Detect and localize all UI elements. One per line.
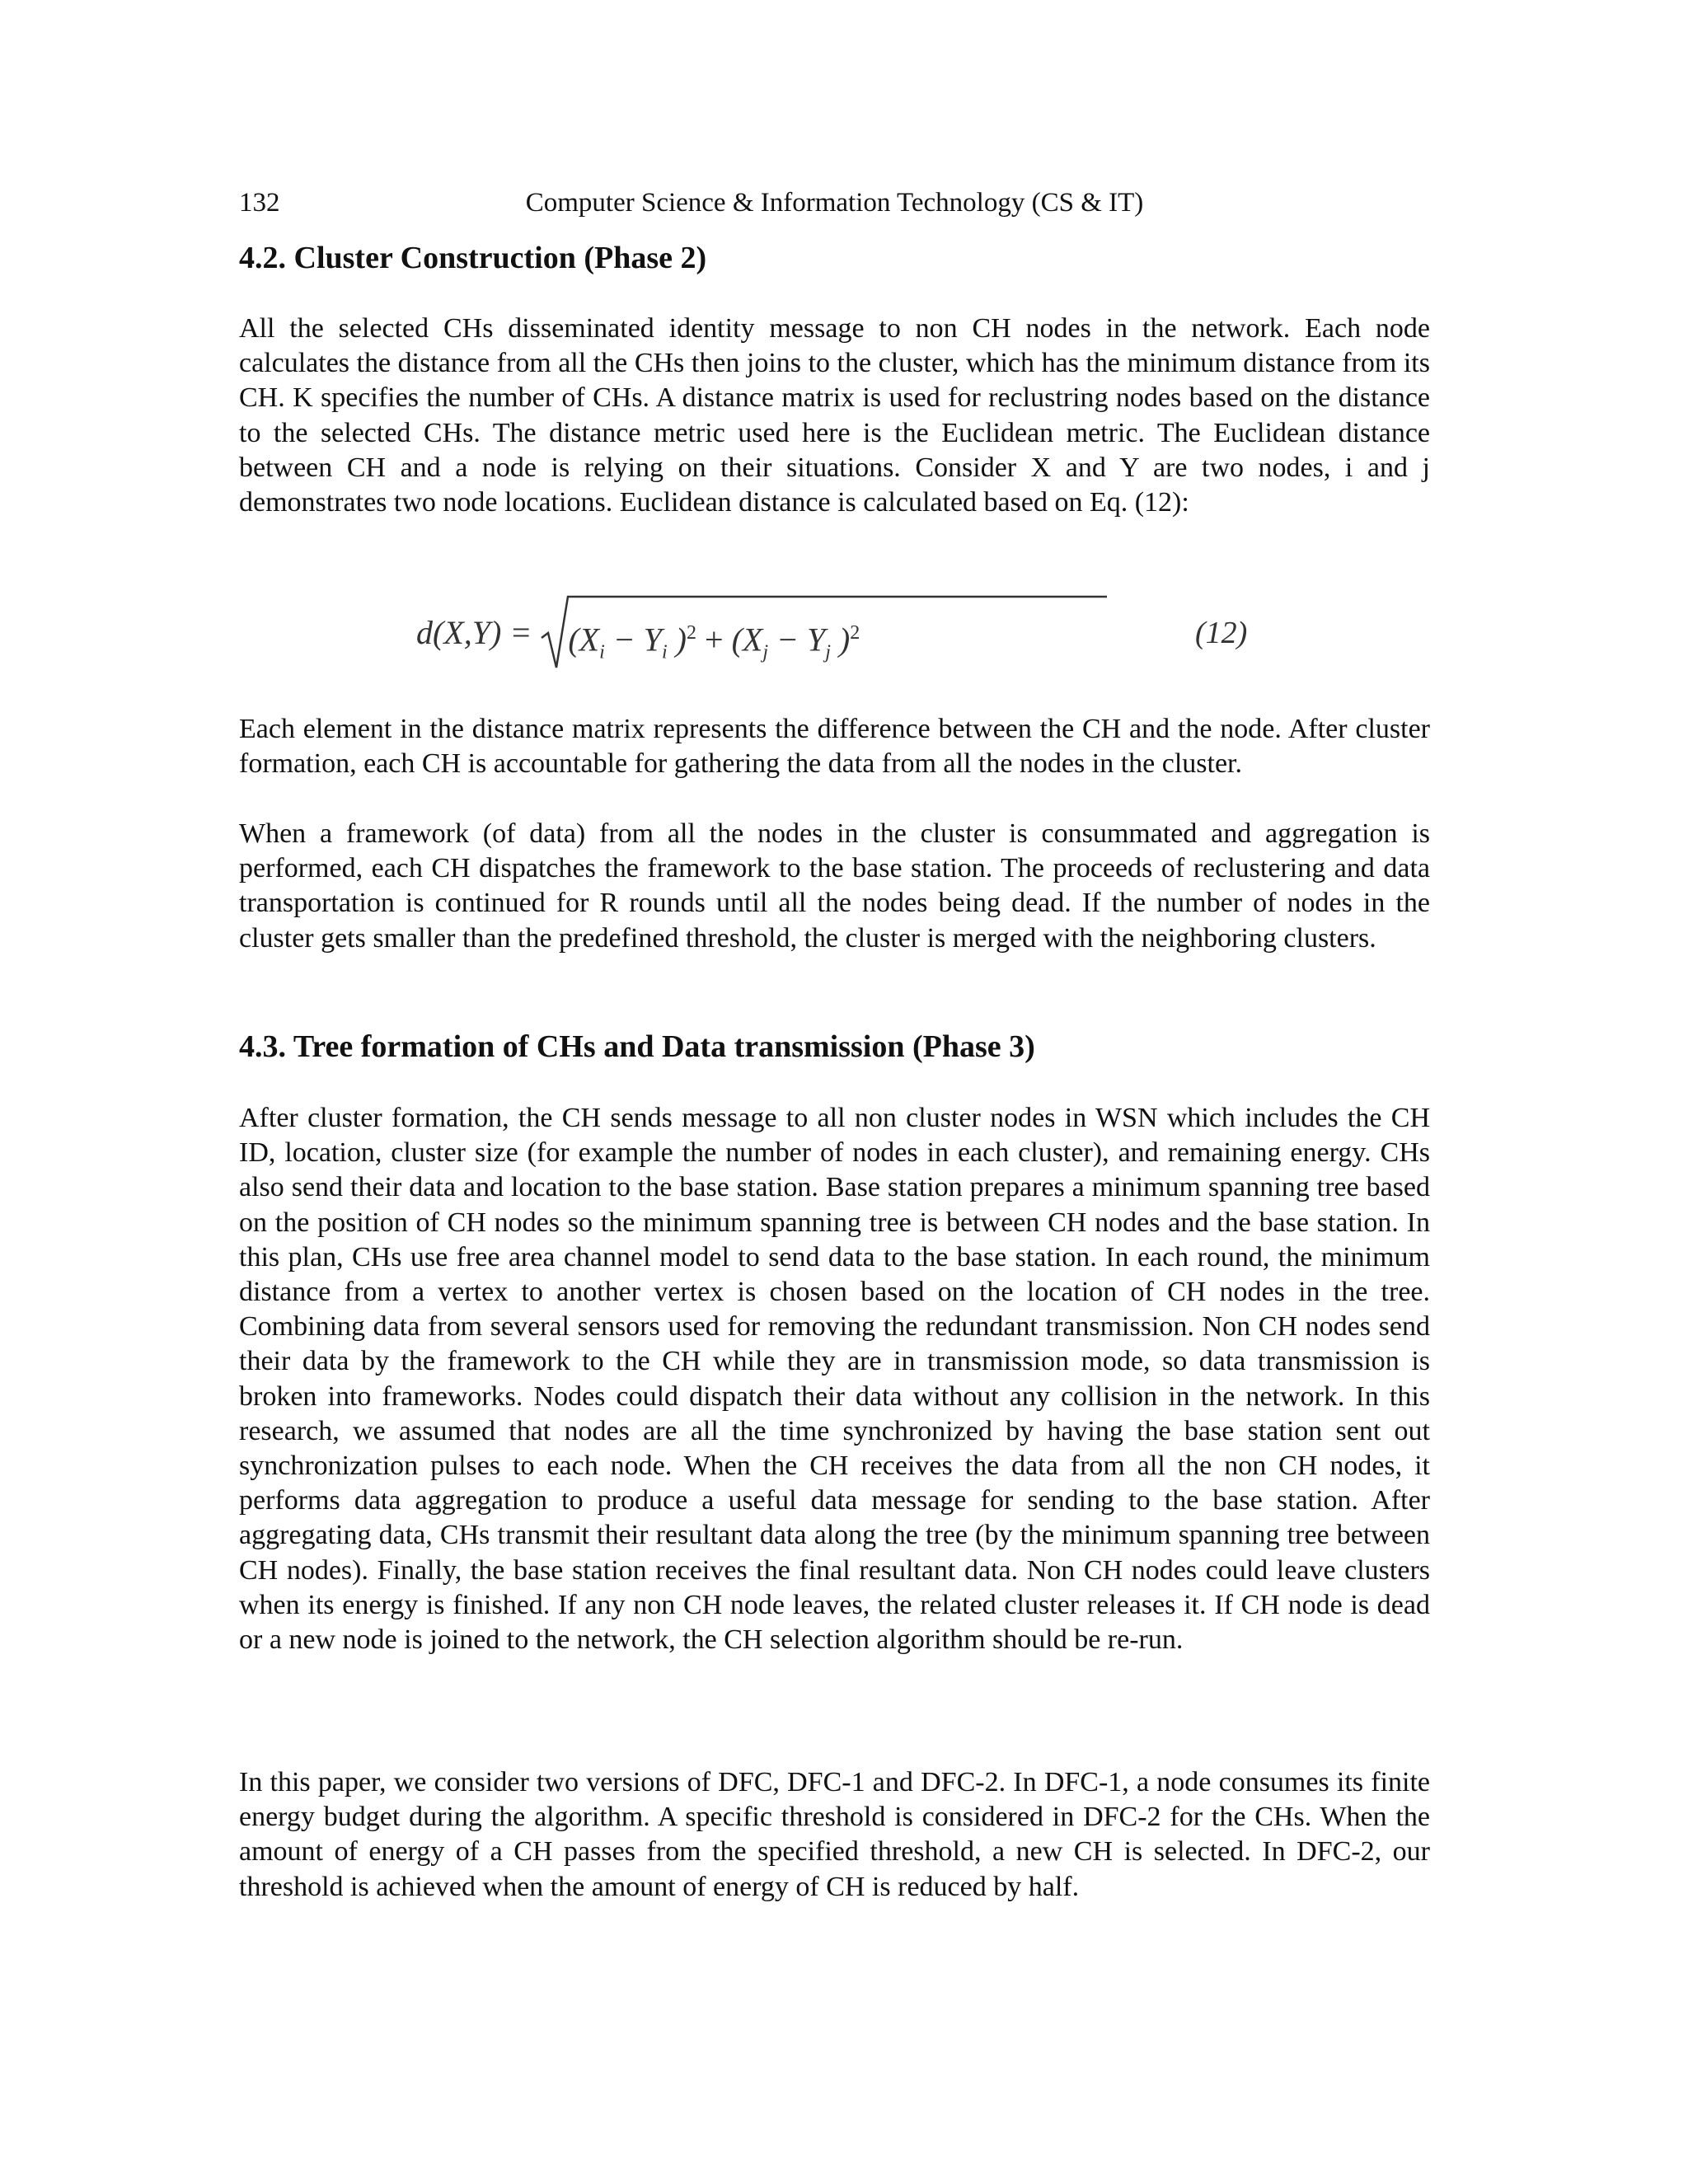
eq-term-1-open: (X bbox=[568, 621, 600, 658]
eq-sub-j: j bbox=[762, 641, 768, 663]
eq-sub-j-2: j bbox=[825, 641, 831, 663]
paragraph-tree-formation: After cluster formation, the CH sends message to all non cluster nodes in WSN which includes the CH ID, location, cluster size (for example the number of nodes in each cluster), and remaining energy. CHs also send their data and location to the base station. Base station prepares a minimum spanning tree based on the position of CH nodes so the minimum spanning tree is between CH nodes and the base station. In this plan, CHs use free area channel model to send data to the base station. In each round, the minimum distance from a vertex to another vertex is chosen based on the location of CH nodes in the tree. Combining data from several sensors used for removing the redundant transmission. Non CH nodes send their data by the framework to the CH while they are in transmission mode, so data transmission is broken into frameworks. Nodes could dispatch their data without any collision in the network. In this research, we assumed that nodes are all the time synchronized by having the base station sent out synchronization pulses to each node. When the CH receives the data from all the non CH nodes, it performs data aggregation to produce a useful data message for sending to the base station. After aggregating data, CHs transmit their resultant data along the tree (by the minimum spanning tree between CH nodes). Finally, the base station receives the final resultant data. Non CH nodes could leave clusters when its energy is finished. If any non CH node leaves, the related cluster releases it. If CH node is dead or a new node is joined to the network, the CH selection algorithm should be re-run. bbox=[239, 1103, 1430, 1656]
eq-plus: + bbox=[696, 621, 732, 658]
eq-term-1-close: ) bbox=[667, 621, 687, 658]
eq-term-2-open: (X bbox=[731, 621, 763, 658]
page-header bbox=[239, 181, 1430, 224]
paragraph-cluster-construction: All the selected CHs disseminated identity message to non CH nodes in the network. Each node calculates the distance from all the CHs then joins to the cluster, which has the minimum distance from its CH. K specifies the number of CHs. A distance matrix is used for reclustring nodes based on the distance to the selected CHs. The distance metric used here is the Euclidean metric. The Euclidean distance between CH and a node is relying on their situations. Consider X and Y are two nodes, i and j demonstrates two node locations. Euclidean distance is calculated based on Eq. (12): bbox=[239, 313, 1430, 518]
eq-term-2-close: ) bbox=[830, 621, 851, 658]
eq-sup-2-b: 2 bbox=[850, 622, 860, 644]
eq-sub-i: i bbox=[599, 641, 605, 663]
equation-number: (12) bbox=[1195, 616, 1248, 650]
section-heading-4-3: 4.3. Tree formation of CHs and Data transmission (Phase 3) bbox=[239, 1029, 1035, 1064]
paragraph-dfc-versions: In this paper, we consider two versions of DFC, DFC-1 and DFC-2. In DFC-1, a node consumes its finite energy budget during the algorithm. A specific threshold is considered in DFC-2 for the CHs. When the amount of energy of a CH passes from the specified threshold, a new CH is selected. In DFC-2, our threshold is achieved when the amount of energy of CH is reduced by half. bbox=[239, 1767, 1430, 1902]
eq-sub-i-2: i bbox=[662, 641, 668, 663]
radical-sign-icon bbox=[540, 592, 1109, 674]
eq-sup-2: 2 bbox=[687, 622, 696, 644]
page-number: 132 bbox=[239, 188, 280, 218]
section-heading-4-2: 4.2. Cluster Construction (Phase 2) bbox=[239, 241, 707, 275]
equation-lhs: d(X,Y) = bbox=[416, 614, 532, 651]
eq-term-2-minus: − Y bbox=[768, 621, 826, 658]
paragraph-distance-matrix: Each element in the distance matrix represents the difference between the CH and the node. After cluster formation, each CH is accountable for gathering the data from all the nodes in the cluster. bbox=[239, 714, 1430, 780]
square-root bbox=[540, 592, 865, 674]
paragraph-reclustering: When a framework (of data) from all the nodes in the cluster is consummated and aggregation is performed, each CH dispatches the framework to the base station. The proceeds of reclustering and data transportation is continued for R rounds until all the nodes being dead. If the number of nodes in the cluster gets smaller than the predefined threshold, the cluster is merged with the neighboring clusters. bbox=[239, 818, 1430, 954]
eq-term-1-minus: − Y bbox=[604, 621, 662, 658]
equation-12 bbox=[239, 592, 1430, 674]
equation-expression bbox=[416, 592, 865, 674]
running-title: Computer Science & Information Technology (CS & IT) bbox=[525, 188, 1144, 218]
